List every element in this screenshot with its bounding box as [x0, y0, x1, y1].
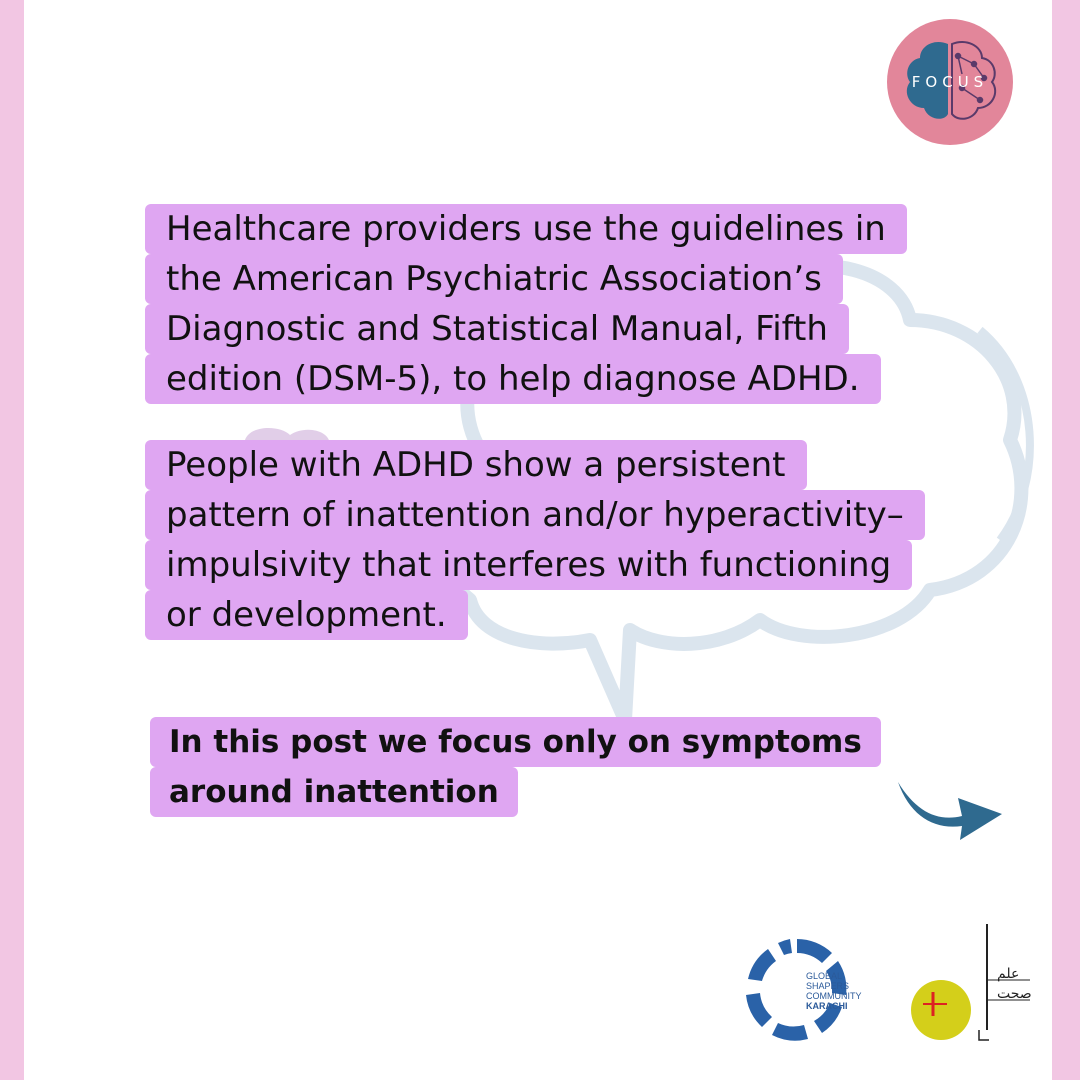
logo-text-line: KARACHI: [806, 1001, 848, 1011]
partner-logo: [905, 918, 1035, 1048]
logo-text-line: COMMUNITY: [806, 991, 862, 1001]
paragraph-line: impulsivity that interferes with functioning: [145, 540, 912, 590]
paragraph-guidelines: [145, 204, 907, 404]
curved-arrow-right-icon[interactable]: [896, 776, 1006, 846]
paragraph-line: Diagnostic and Statistical Manual, Fifth: [145, 304, 849, 354]
focus-note-line: around inattention: [150, 767, 518, 817]
global-shapers-text: [806, 971, 862, 1011]
paragraph-line: edition (DSM-5), to help diagnose ADHD.: [145, 354, 881, 404]
paragraph-line: People with ADHD show a persistent: [145, 440, 807, 490]
logo-text-line: GLOBAL: [806, 971, 843, 981]
svg-text:علم: علم: [997, 966, 1020, 982]
paragraph-line: Healthcare providers use the guidelines in: [145, 204, 907, 254]
focus-logo-text: FOCUS: [911, 73, 989, 91]
paragraph-line: the American Psychiatric Association’s: [145, 254, 843, 304]
logo-text-line: SHAPERS: [806, 981, 850, 991]
focus-note-line: In this post we focus only on symptoms: [150, 717, 881, 767]
focus-note: [150, 717, 881, 817]
paragraph-line: or development.: [145, 590, 468, 640]
paragraph-line: pattern of inattention and/or hyperactivity–: [145, 490, 925, 540]
svg-text:صحت: صحت: [997, 986, 1032, 1002]
paragraph-adhd-pattern: [145, 440, 925, 640]
